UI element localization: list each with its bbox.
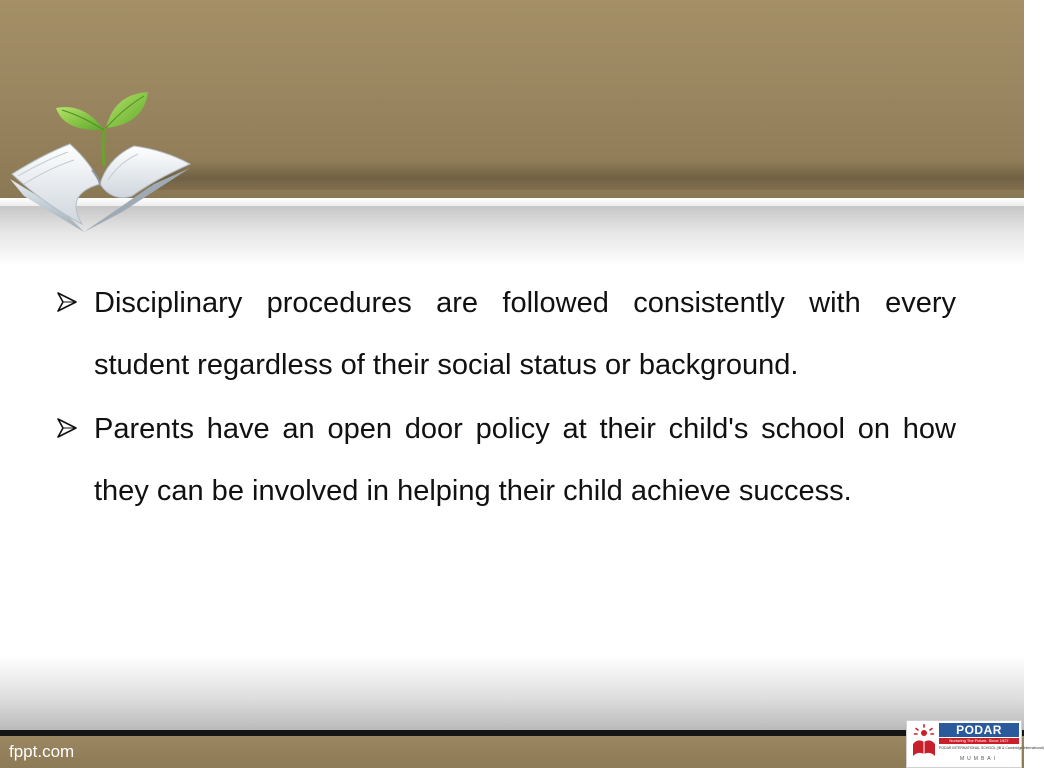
logo-tagline: Nurturing The Future. Since 1927 xyxy=(939,738,1019,744)
open-book-sprout-icon xyxy=(4,84,196,234)
school-logo xyxy=(906,720,1044,768)
podar-emblem-icon xyxy=(910,724,938,760)
logo-city: MUMBAI xyxy=(960,756,998,762)
footer-fade xyxy=(0,656,1024,732)
bullet-list xyxy=(56,272,956,524)
arrow-bullet-icon xyxy=(56,291,78,313)
bullet-text: Parents have an open door policy at their child's school on how they can be involved in helping their child achieve success. xyxy=(94,413,956,507)
logo-school-name: PODAR INTERNATIONAL SCHOOL (IB & Cambridge International) xyxy=(939,746,1044,750)
header-shadow xyxy=(150,160,1024,190)
bullet-item xyxy=(56,398,956,522)
footer-band xyxy=(0,736,1044,768)
footer-watermark[interactable]: fppt.com xyxy=(9,742,75,761)
logo-brand: PODAR xyxy=(939,723,1019,737)
bullet-item xyxy=(56,272,956,396)
bullet-text: Disciplinary procedures are followed consistently with every student regardless of their social status or background. xyxy=(94,287,956,381)
arrow-bullet-icon xyxy=(56,417,78,439)
